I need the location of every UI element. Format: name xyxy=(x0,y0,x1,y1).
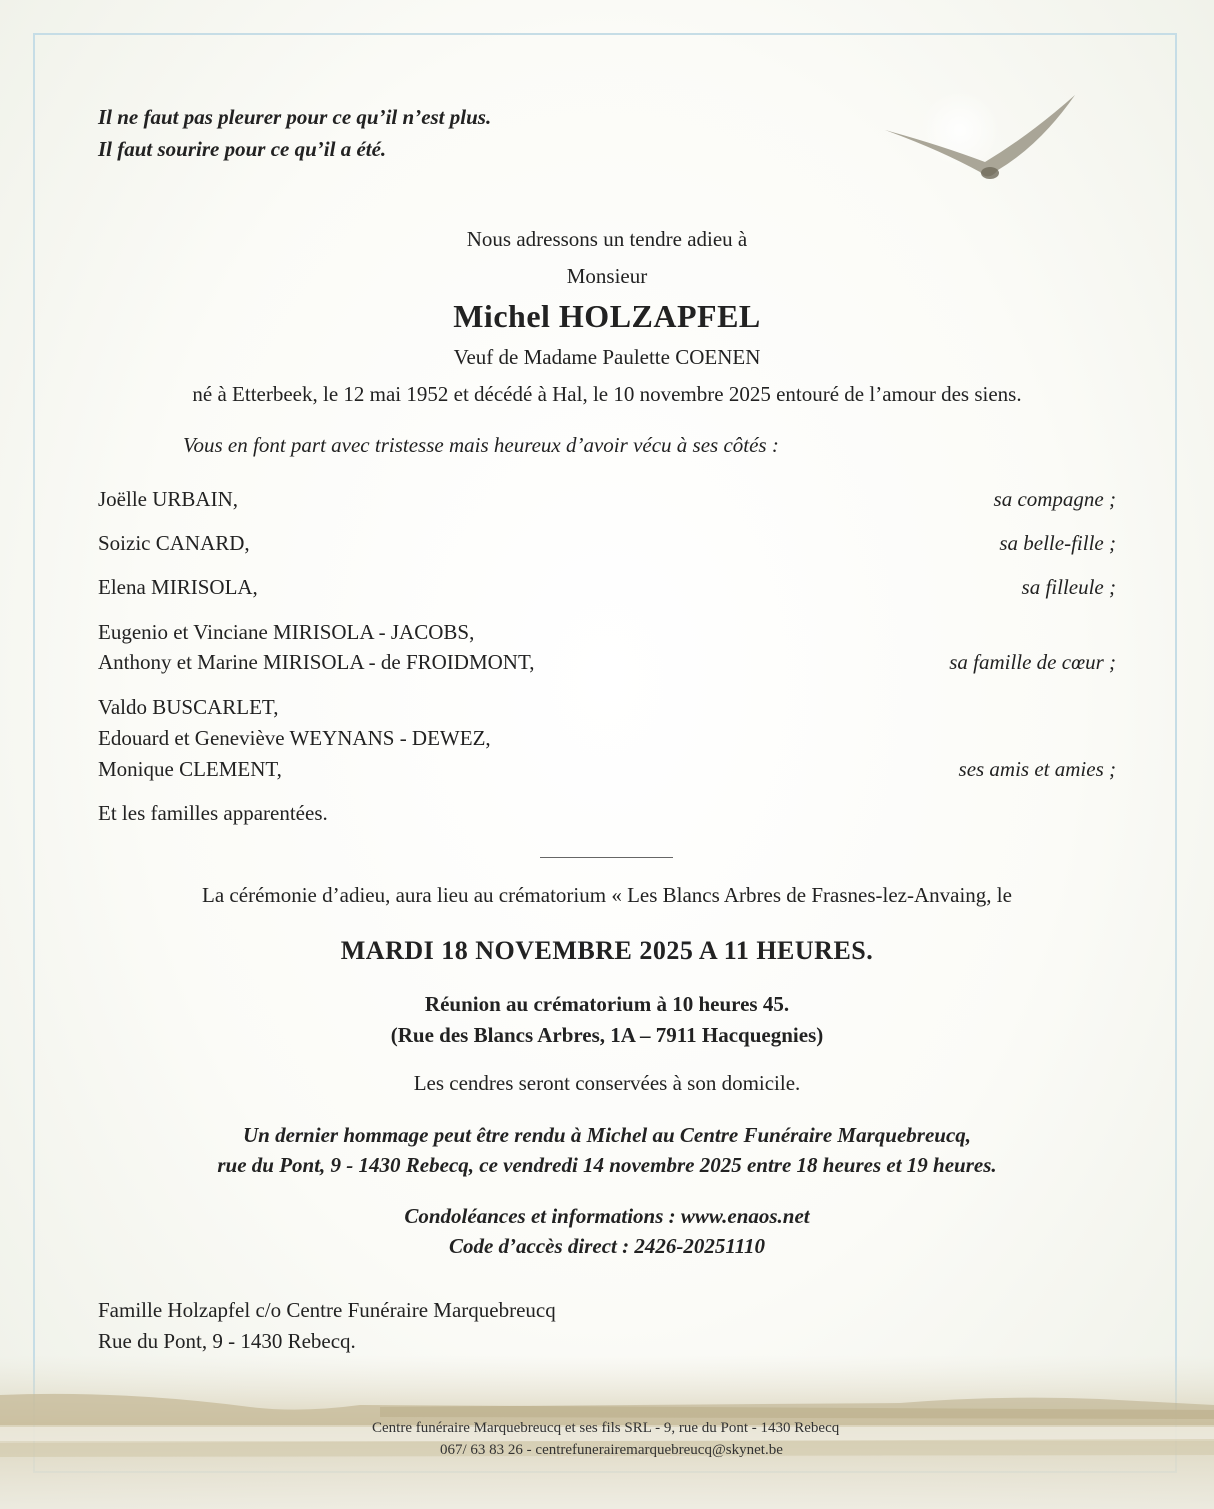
family-name: Elena MIRISOLA, xyxy=(98,575,258,599)
epitaph-line-1: Il ne faut pas pleurer pour ce qu’il n’est plus. xyxy=(98,105,492,129)
family-relation: sa famille de cœur ; xyxy=(949,650,1116,674)
footer-line-2: 067/ 63 83 26 - centrefunerairemarquebreucq@skynet.be xyxy=(440,1442,783,1458)
tribute-line-1: Un dernier hommage peut être rendu à Michel au Centre Funéraire Marquebreucq, xyxy=(242,1123,972,1147)
family-relation: sa belle-fille ; xyxy=(999,531,1116,555)
ashes-text: Les cendres seront conservées à son domicile. xyxy=(413,1071,801,1095)
contact-line-1: Famille Holzapfel c/o Centre Funéraire Marquebreucq xyxy=(98,1298,556,1322)
ceremony-date: MARDI 18 NOVEMBRE 2025 A 11 HEURES. xyxy=(340,936,874,965)
divider xyxy=(540,857,673,858)
deceased-name: Michel HOLZAPFEL xyxy=(453,298,761,334)
adieu-text: Nous adressons un tendre adieu à xyxy=(466,227,748,251)
family-name: Eugenio et Vinciane MIRISOLA - JACOBS, xyxy=(98,620,475,644)
family-relation: sa compagne ; xyxy=(993,487,1116,511)
birth-death-dates: né à Etterbeek, le 12 mai 1952 et décédé à Hal, le 10 novembre 2025 entouré de l’amour des siens. xyxy=(192,382,1022,406)
crematorium-address: (Rue des Blancs Arbres, 1A – 7911 Hacquegnies) xyxy=(390,1023,824,1047)
family-name: Valdo BUSCARLET, xyxy=(98,695,279,719)
tribute-line-2: rue du Pont, 9 - 1430 Rebecq, ce vendredi 14 novembre 2025 entre 18 heures et 19 heures. xyxy=(217,1153,997,1177)
family-name: Soizic CANARD, xyxy=(98,531,250,555)
family-name: Joëlle URBAIN, xyxy=(98,487,238,511)
epitaph-line-2: Il faut sourire pour ce qu’il a été. xyxy=(98,137,387,161)
family-name: Anthony et Marine MIRISOLA - de FROIDMONT, xyxy=(98,650,535,674)
family-name: Monique CLEMENT, xyxy=(98,757,282,781)
meeting-time: Réunion au crématorium à 10 heures 45. xyxy=(424,992,790,1016)
widower-text: Veuf de Madame Paulette COENEN xyxy=(453,345,761,369)
family-name: Edouard et Geneviève WEYNANS - DEWEZ, xyxy=(98,726,491,750)
honorific: Monsieur xyxy=(566,264,648,288)
ceremony-intro: La cérémonie d’adieu, aura lieu au crématorium « Les Blancs Arbres de Frasnes-lez-Anvaing, le xyxy=(202,883,1012,907)
access-code: Code d’accès direct : 2426-20251110 xyxy=(448,1234,766,1258)
condolences-link: Condoléances et informations : www.enaos.net xyxy=(404,1204,810,1228)
family-relation: sa filleule ; xyxy=(1021,575,1116,599)
footer-line-1: Centre funéraire Marquebreucq et ses fils SRL - 9, rue du Pont - 1430 Rebecq xyxy=(372,1420,840,1436)
announce-text: Vous en font part avec tristesse mais heureux d’avoir vécu à ses côtés : xyxy=(183,433,779,457)
contact-line-2: Rue du Pont, 9 - 1430 Rebecq. xyxy=(98,1329,356,1353)
family-name: Et les familles apparentées. xyxy=(98,801,328,825)
bird-icon xyxy=(880,90,1090,200)
family-relation: ses amis et amies ; xyxy=(958,757,1116,781)
